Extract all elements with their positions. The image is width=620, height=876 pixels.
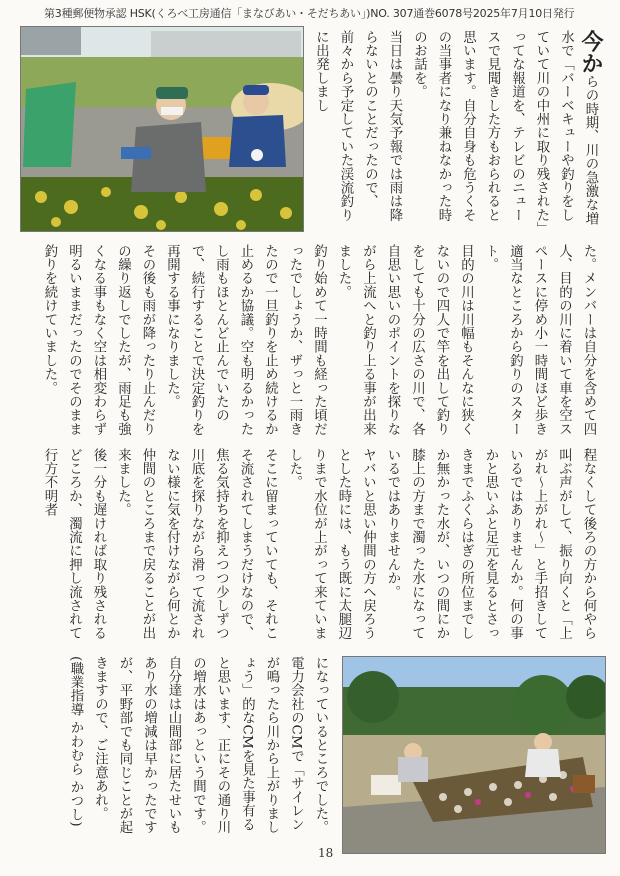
page-header: 第3種郵便物承認 HSK(くろべ工房通信「まなびあい・そだちあい」)NO. 307通巻6078号2025年7月10日発行 <box>44 7 575 20</box>
lead-text: らの時期、川の急激な増水で「バーベキューや釣りをしていて川の中州に取り残された」ってな報道を、テレビのニュースで見聞きした方もおられると思います。自分自身も危うくその当事者になり兼ねなかった時のお話を。 <box>411 30 598 229</box>
article-paragraph: その後も雨が降ったり止んだりの繰り返しでしたが、雨足も強くなる事もなく空は相変わらず明るいままだったのでそのまま釣りを続けていました。 <box>42 244 155 436</box>
photo-flowerbed-park <box>342 656 606 854</box>
page-number: 18 <box>318 846 334 860</box>
author-credit: (職業指導 かわむら かつし) <box>68 656 83 827</box>
article-block-4 <box>28 656 332 844</box>
lead-big-characters: 今か <box>578 30 603 75</box>
article-paragraph: 程なくして後ろの方から何やら叫ぶ声がして、振り向くと「上がれ〜上がれ〜」と手招きしているではありませんか。何の事かと思いふと足元を見るとさっきまでふくらはぎの所位までしか無かった水が、いつの間にか膝上の方まで濁った水になっているではありませんか。 <box>385 448 596 640</box>
article-paragraph: 電力会社のCMで「サイレンが鳴ったら川から上がりましょう」的なCMを見た事有ると思います、正にその通り川の増水はあっという間です。 <box>190 656 304 835</box>
article-paragraph: 当日は曇り天気予報では雨は降らないとのことだったので、前々から予定していた渓流釣りに出発しまし <box>313 30 402 222</box>
article-paragraph: そこに留まっていても、それこそ流されてしまうだけなので、焦る気持ちを抑えつつ少しずつ川底を探りながら滑って流されない様に気を付けながら何とか仲間のところまで戻ることが出来ました。 <box>115 448 278 640</box>
article-block-3 <box>20 448 600 646</box>
article-paragraph: 自分達は山間部に居たせいもあり水の増減は早かったですが、平野部でも同じことが起きますので、ご注意あれ。 <box>92 656 181 835</box>
article-paragraph: 後一分も遅ければ取り残されるどころか、濁流に押し流されて行方不明者 <box>42 448 106 640</box>
article-lead-paragraph <box>406 30 602 230</box>
article-paragraph: た。メンバーは自分を含めて四人、目的の川に着いて車を空スペースに停め小一時間ほど歩き適当なところから釣りのスタート。 <box>483 244 596 436</box>
article-paragraph: ヤバいと思い仲間の方へ戻ろうとした時には、もう既に太腿辺りまで水位が上がって来ていました。 <box>287 448 376 640</box>
article-block-1 <box>306 30 602 230</box>
article-paragraph: 釣り始めて一時間も経った頃だったでしょうか、ザっと一雨きたので一旦釣りを止め続けるか止めるか協議。空も明るかったし雨もほとんど止んでいたので、続行することで決定釣りを再開する事になりました。 <box>164 244 327 436</box>
photo-workers-planting <box>20 26 304 232</box>
article-paragraph: になっているところでした。 <box>313 656 328 835</box>
article-paragraph: 目的の川は川幅もそんなに狭くないので四人で竿を出して釣りをしても十分の広さの川で、各自思い思いのポイントを探りながら上流へと釣り上る事が出来ました。 <box>336 244 474 436</box>
article-block-2 <box>20 244 600 442</box>
